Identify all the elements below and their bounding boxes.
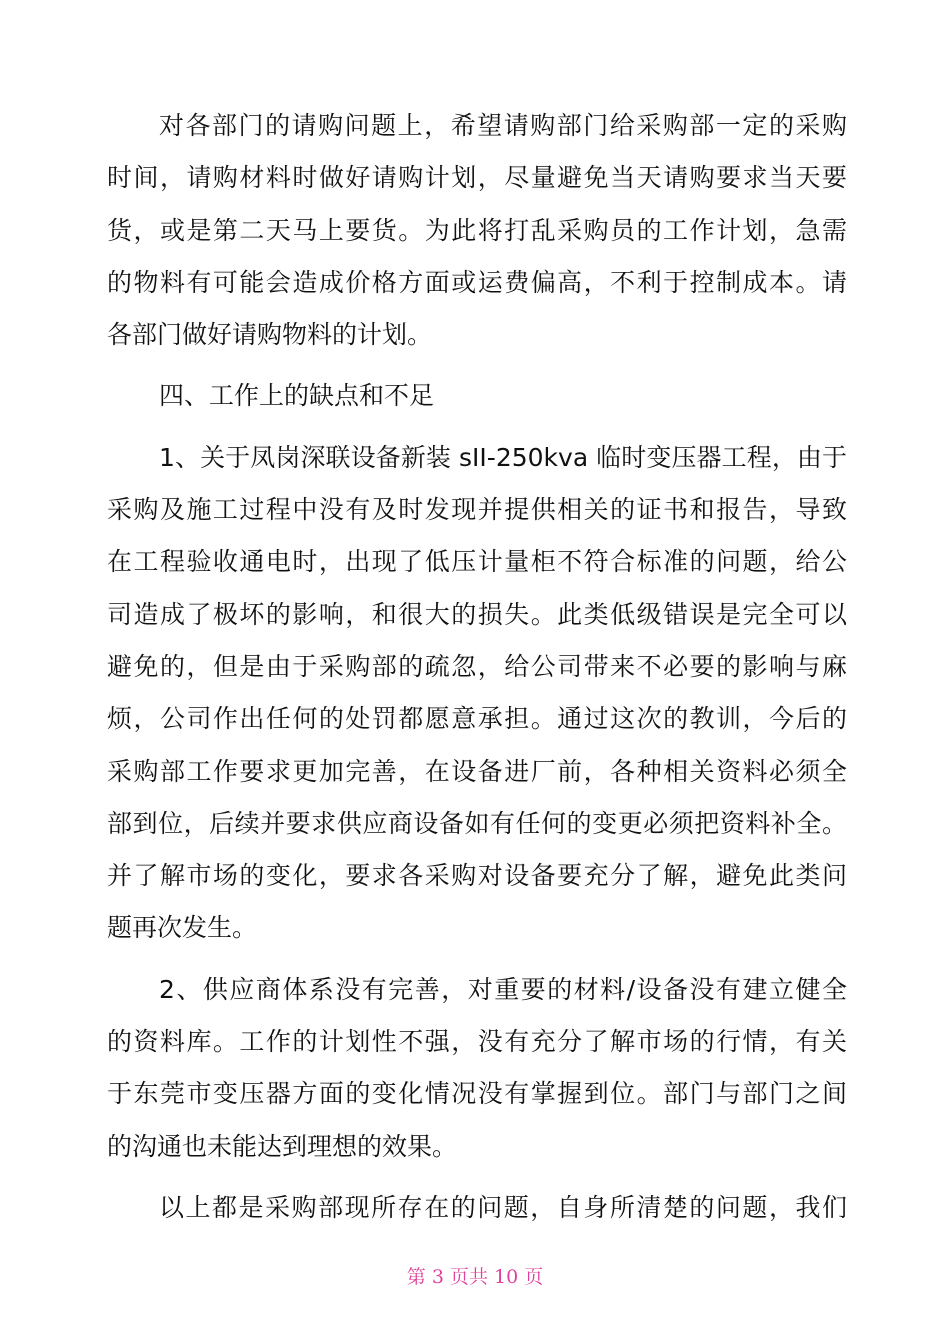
text-line: 部到位，后续并要求供应商设备如有任何的变更必须把资料补全。 [107,808,847,838]
text-line: 并了解市场的变化，要求各采购对设备要充分了解，避免此类问 [107,861,847,891]
text-line: 各部门做好请购物料的计划。 [107,320,433,350]
text-line: 的资料库。工作的计划性不强，没有充分了解市场的行情，有关 [107,1027,847,1057]
page-number-footer: 第 3 页共 10 页 [406,1266,544,1288]
section-heading: 四、工作上的缺点和不足 [159,381,435,411]
section-heading-shortcomings [107,370,847,422]
text-line: 避免的，但是由于采购部的疏忽，给公司带来不必要的影响与麻 [107,651,847,681]
text-line: 货，或是第二天马上要货。为此将打乱采购员的工作计划，急需 [107,215,847,245]
paragraph-item-1 [107,432,847,955]
text-line: 在工程验收通电时，出现了低压计量柜不符合标准的问题，给公 [107,547,847,577]
text-line: 采购部工作要求更加完善，在设备进厂前，各种相关资料必须全 [107,756,847,786]
text-line: 的沟通也未能达到理想的效果。 [107,1131,458,1161]
text-line: 的物料有可能会造成价格方面或运费偏高，不利于控制成本。请 [107,267,847,297]
document-body [107,100,847,1243]
text-line: 2、供应商体系没有完善，对重要的材料/设备没有建立健全 [159,974,847,1004]
paragraph-purchase-request [107,100,847,361]
text-line: 对各部门的请购问题上，希望请购部门给采购部一定的采购 [159,111,847,140]
text-line: 时间，请购材料时做好请购计划，尽量避免当天请购要求当天要 [107,163,847,193]
text-line: 以上都是采购部现所存在的问题，自身所清楚的问题，我们 [159,1192,847,1222]
paragraph-item-2 [107,964,847,1173]
text-line: 采购及施工过程中没有及时发现并提供相关的证书和报告，导致 [107,495,847,525]
text-line: 于东莞市变压器方面的变化情况没有掌握到位。部门与部门之间 [107,1079,847,1109]
text-line: 题再次发生。 [107,913,258,943]
text-line: 烦，公司作出任何的处罚都愿意承担。通过这次的教训，今后的 [107,704,847,734]
paragraph-summary [107,1182,847,1234]
text-line: 1、关于凤岗深联设备新装 sII-250kva 临时变压器工程，由于 [159,442,847,472]
text-line: 司造成了极坏的影响，和很大的损失。此类低级错误是完全可以 [107,599,847,629]
